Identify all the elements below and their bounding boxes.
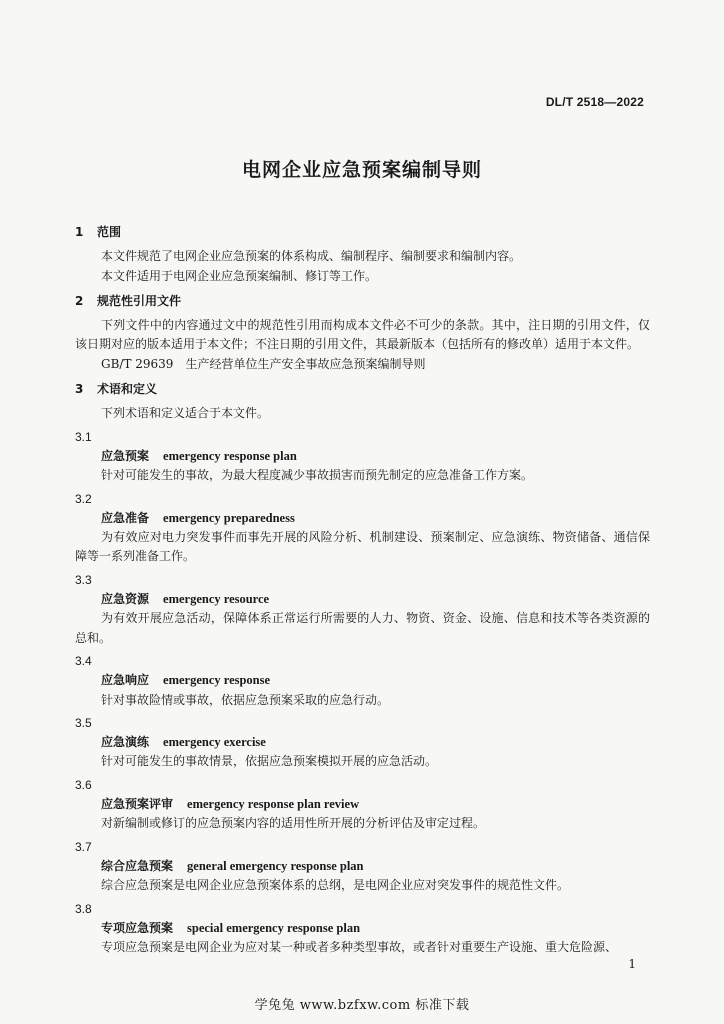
standard-code: DL/T 2518—2022	[545, 95, 644, 109]
paragraph: 本文件适用于电网企业应急预案编制、修订等工作。	[101, 268, 378, 283]
term-entry: 3.4 应急响应 emergency response 针对事故险情或事故，依据应急预案采取的应急行动。	[75, 653, 390, 707]
footer-watermark-link[interactable]: 学兔兔 www.bzfxw.com 标准下载	[254, 998, 470, 1013]
document-title: 电网企业应急预案编制导则	[241, 159, 482, 181]
document-body	[75, 220, 650, 957]
term-entry: 3.1 应急预案 emergency response plan 针对可能发生的事故，为最大程度减少事故损害而预先制定的应急准备工作方案。	[75, 429, 534, 483]
term-entry: 3.5 应急演练 emergency exercise 针对可能发生的事故情景，依据应急预案模拟开展的应急活动。	[75, 715, 438, 769]
section-heading-1: 1 范围	[75, 225, 122, 239]
term-entry: 3.2 应急准备 emergency preparedness 为有效应对电力突发事件而事先开展的风险分析、机制建设、预案制定、应急演练、物资储备、通信保障等一系列准备工作。	[75, 491, 650, 564]
term-entry: 3.3 应急资源 emergency resource 为有效开展应急活动，保障体系正常运行所需要的人力、物资、资金、设施、信息和技术等各类资源的总和。	[75, 572, 650, 645]
page-number: 1	[628, 957, 636, 971]
paragraph: 下列术语和定义适合于本文件。	[101, 406, 270, 421]
term-entry: 3.8 专项应急预案 special emergency response plan 专项应急预案是电网企业为应对某一种或者多种类型事故，或者针对重要生产设施、重大危险源、	[75, 901, 618, 955]
term-entry: 3.6 应急预案评审 emergency response plan review 对新编制或修订的应急预案内容的适用性所开展的分析评估及审定过程。	[75, 777, 486, 831]
section-heading-2: 2 规范性引用文件	[75, 293, 182, 308]
normative-reference: GB/T 29639 生产经营单位生产安全事故应急预案编制导则	[101, 356, 426, 371]
section-heading-3: 3 术语和定义	[75, 382, 158, 397]
paragraph: 下列文件中的内容通过文中的规范性引用而构成本文件必不可少的条款。其中，注日期的引用文件，仅该日期对应的版本适用于本文件；不注日期的引用文件，其最新版本（包括所有的修改单）适用于本文件。	[75, 318, 650, 352]
paragraph: 本文件规范了电网企业应急预案的体系构成、编制程序、编制要求和编制内容。	[101, 249, 522, 264]
term-entry: 3.7 综合应急预案 general emergency response plan 综合应急预案是电网企业应急预案体系的总纲，是电网企业应对突发事件的规范性文件。	[75, 839, 570, 893]
